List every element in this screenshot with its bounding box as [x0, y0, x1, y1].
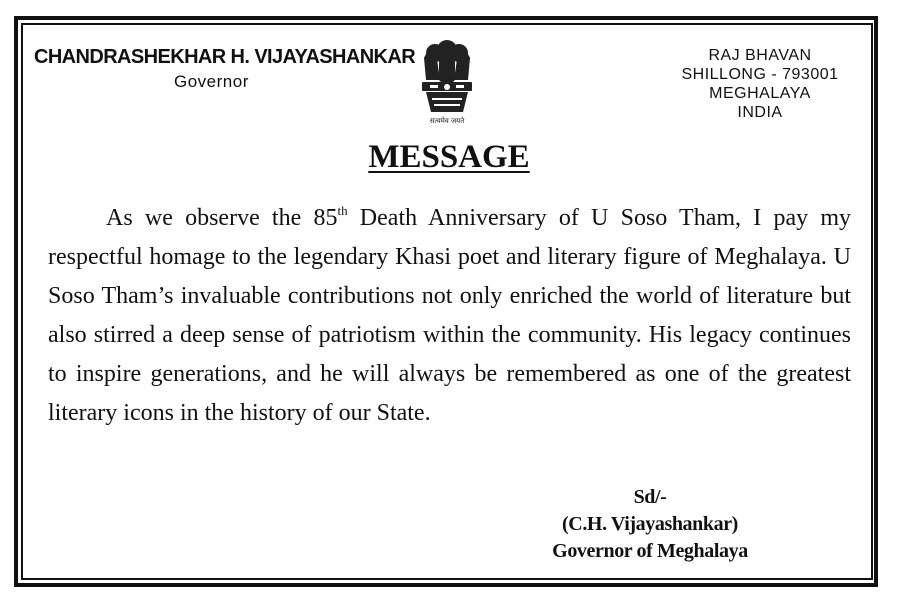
message-text-start: As we observe the 85 — [106, 205, 338, 231]
signature-block — [508, 484, 792, 565]
address-line: SHILLONG - 793001 — [681, 66, 839, 83]
address-line: RAJ BHAVAN — [708, 47, 812, 64]
governor-role: Governor — [174, 72, 249, 91]
signature-title: Governor of Meghalaya — [552, 540, 748, 562]
emblem-caption: सत्यमेव जयते — [429, 117, 465, 125]
address-line: INDIA — [737, 104, 783, 121]
governor-name: CHANDRASHEKHAR H. VIJAYASHANKAR — [34, 46, 416, 68]
address-line: MEGHALAYA — [709, 85, 811, 102]
message-title: MESSAGE — [368, 139, 530, 175]
message-body — [48, 199, 851, 433]
message-text-rest: Death Anniversary of U Soso Tham, I pay my respectful homage to the legendary Khasi poet and literary figure of Meghalaya. U Soso Tham’s invaluable contributions not only enriched the world of literature but also stirred a deep sense of patriotism within the community. His legacy continues to inspire generations, and he will always be remembered as one of the greatest literary icons in the history of our State. — [48, 205, 851, 426]
signature-name: (C.H. Vijayashankar) — [562, 513, 738, 535]
national-emblem-icon — [414, 38, 480, 128]
signature-sd: Sd/- — [633, 486, 667, 508]
ordinal-suffix: th — [337, 203, 348, 218]
address-block — [670, 46, 850, 122]
